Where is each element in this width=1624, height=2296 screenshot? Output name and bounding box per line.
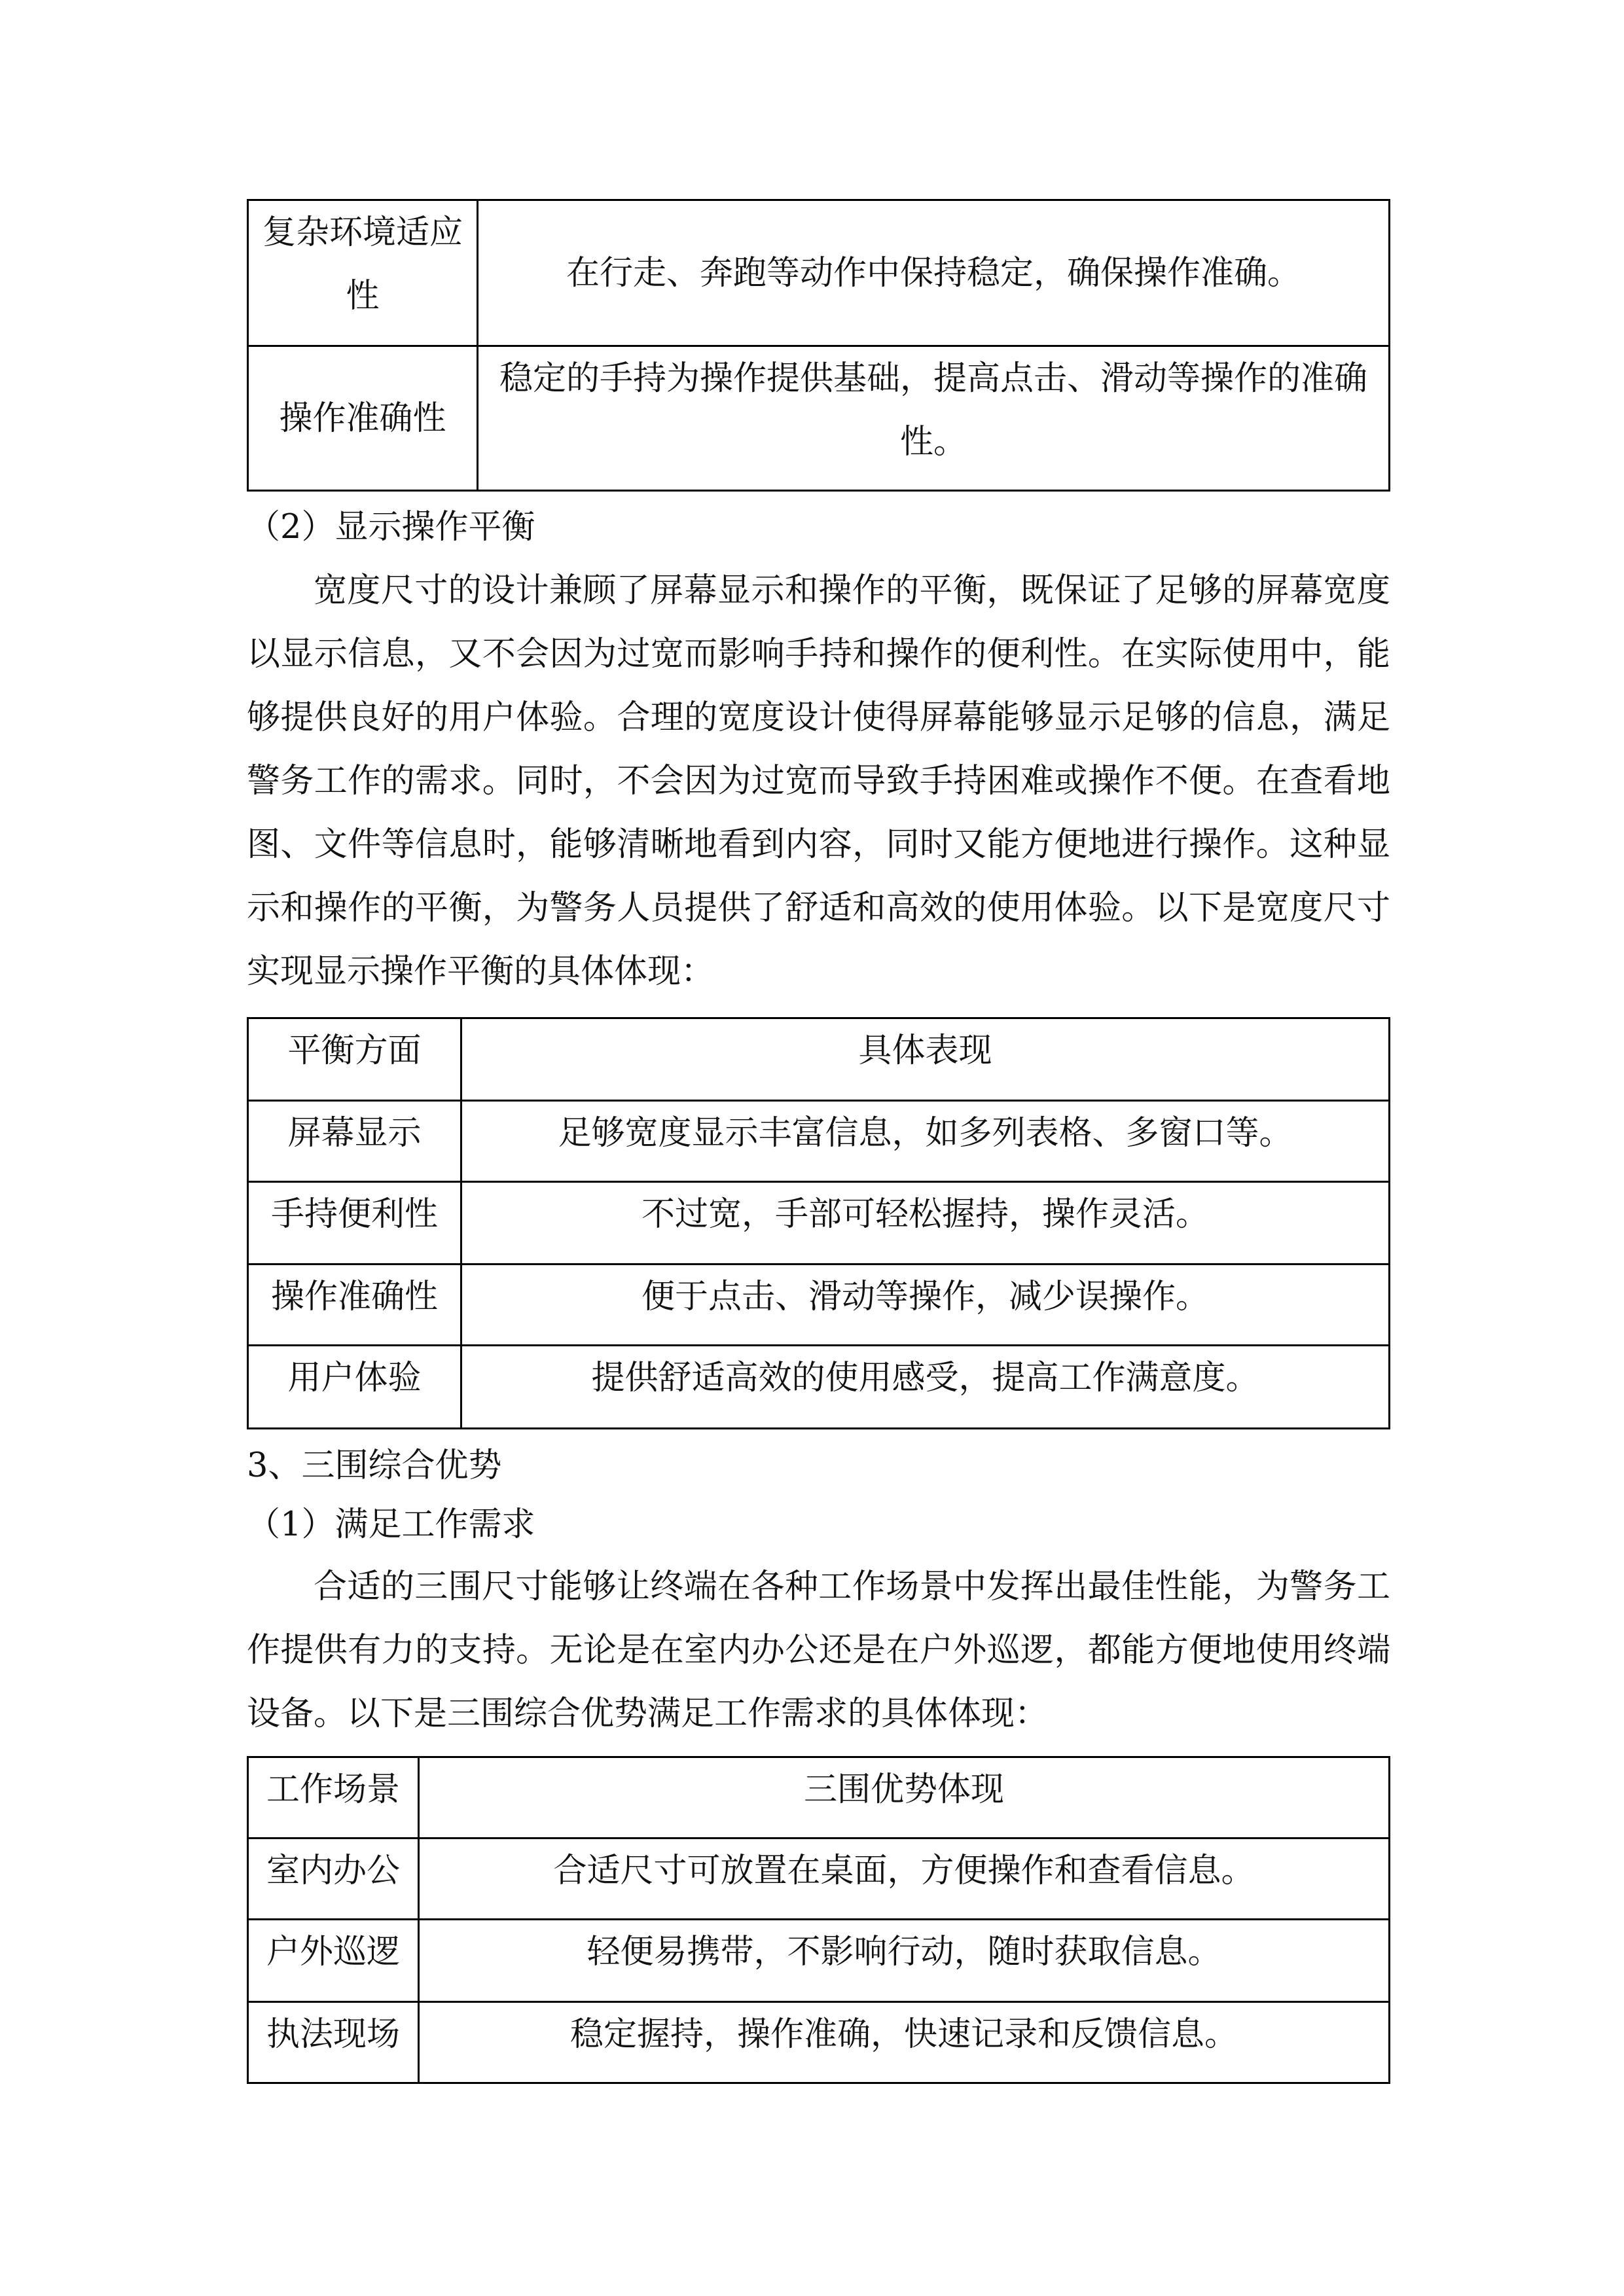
table-cell: 执法现场	[248, 2002, 419, 2083]
table-row	[248, 200, 1390, 346]
table-cell: 足够宽度显示丰富信息，如多列表格、多窗口等。	[461, 1101, 1390, 1182]
table-display-balance	[247, 1017, 1390, 1429]
paragraph-line: 实现显示操作平衡的具体体现：	[247, 952, 715, 991]
paragraph-line: 图、文件等信息时，能够清晰地看到内容，同时又能方便地进行操作。这种显	[247, 825, 1390, 864]
table-cell: 操作准确性	[248, 1265, 461, 1346]
table-header-cell: 工作场景	[248, 1757, 419, 1839]
table-cell: 用户体验	[248, 1346, 461, 1429]
table-row	[248, 1182, 1390, 1265]
paragraph-work-needs	[247, 1555, 1390, 1746]
table-cell: 提供舒适高效的使用感受，提高工作满意度。	[461, 1346, 1390, 1429]
table-cell: 便于点击、滑动等操作，减少误操作。	[461, 1265, 1390, 1346]
table-cell-detail: 在行走、奔跑等动作中保持稳定，确保操作准确。	[478, 200, 1390, 346]
table-row	[248, 1346, 1390, 1429]
paragraph-line: 警务工作的需求。同时，不会因为过宽而导致手持困难或操作不便。在查看地	[247, 762, 1390, 800]
table-cell: 合适尺寸可放置在桌面，方便操作和查看信息。	[419, 1839, 1390, 1920]
table-row	[248, 1839, 1390, 1920]
paragraph-line: 设备。以下是三围综合优势满足工作需求的具体体现：	[247, 1695, 1049, 1733]
table-cell: 屏幕显示	[248, 1101, 461, 1182]
paragraph-display-balance	[247, 559, 1390, 1003]
table-stability	[247, 199, 1390, 492]
paragraph-line: 宽度尺寸的设计兼顾了屏幕显示和操作的平衡，既保证了足够的屏幕宽度	[314, 571, 1390, 610]
paragraph-line: 示和操作的平衡，为警务人员提供了舒适和高效的使用体验。以下是宽度尺寸	[247, 889, 1390, 927]
table-header-cell: 三围优势体现	[419, 1757, 1390, 1839]
table-header-cell: 具体表现	[461, 1018, 1390, 1101]
table-row	[248, 2002, 1390, 2083]
paragraph-line: 合适的三围尺寸能够让终端在各种工作场景中发挥出最佳性能，为警务工	[314, 1568, 1390, 1606]
paragraph-line: 作提供有力的支持。无论是在室内办公还是在户外巡逻，都能方便地使用终端	[247, 1631, 1390, 1670]
table-cell-aspect: 操作准确性	[248, 346, 478, 491]
paragraph-line: 够提供良好的用户体验。合理的宽度设计使得屏幕能够显示足够的信息，满足	[247, 698, 1390, 737]
paragraph-line: 以显示信息，又不会因为过宽而影响手持和操作的便利性。在实际使用中，能	[247, 635, 1390, 673]
subsection-heading: （1）满足工作需求	[247, 1505, 535, 1544]
table-cell: 轻便易携带，不影响行动，随时获取信息。	[419, 1920, 1390, 2002]
section-heading: （2）显示操作平衡	[247, 508, 535, 547]
table-header-row	[248, 1757, 1390, 1839]
table-header-row	[248, 1018, 1390, 1101]
table-row	[248, 346, 1390, 491]
table-cell: 稳定握持，操作准确，快速记录和反馈信息。	[419, 2002, 1390, 2083]
table-cell: 不过宽，手部可轻松握持，操作灵活。	[461, 1182, 1390, 1265]
table-cell-detail: 稳定的手持为操作提供基础，提高点击、滑动等操作的准确性。	[478, 346, 1390, 491]
section-heading: 3、三围综合优势	[247, 1446, 502, 1485]
table-row	[248, 1920, 1390, 2002]
table-cell: 室内办公	[248, 1839, 419, 1920]
table-row	[248, 1265, 1390, 1346]
table-row	[248, 1101, 1390, 1182]
table-cell-aspect: 复杂环境适应性	[248, 200, 478, 346]
table-cell: 手持便利性	[248, 1182, 461, 1265]
table-cell: 户外巡逻	[248, 1920, 419, 2002]
table-header-cell: 平衡方面	[248, 1018, 461, 1101]
table-work-scenarios	[247, 1756, 1390, 2084]
